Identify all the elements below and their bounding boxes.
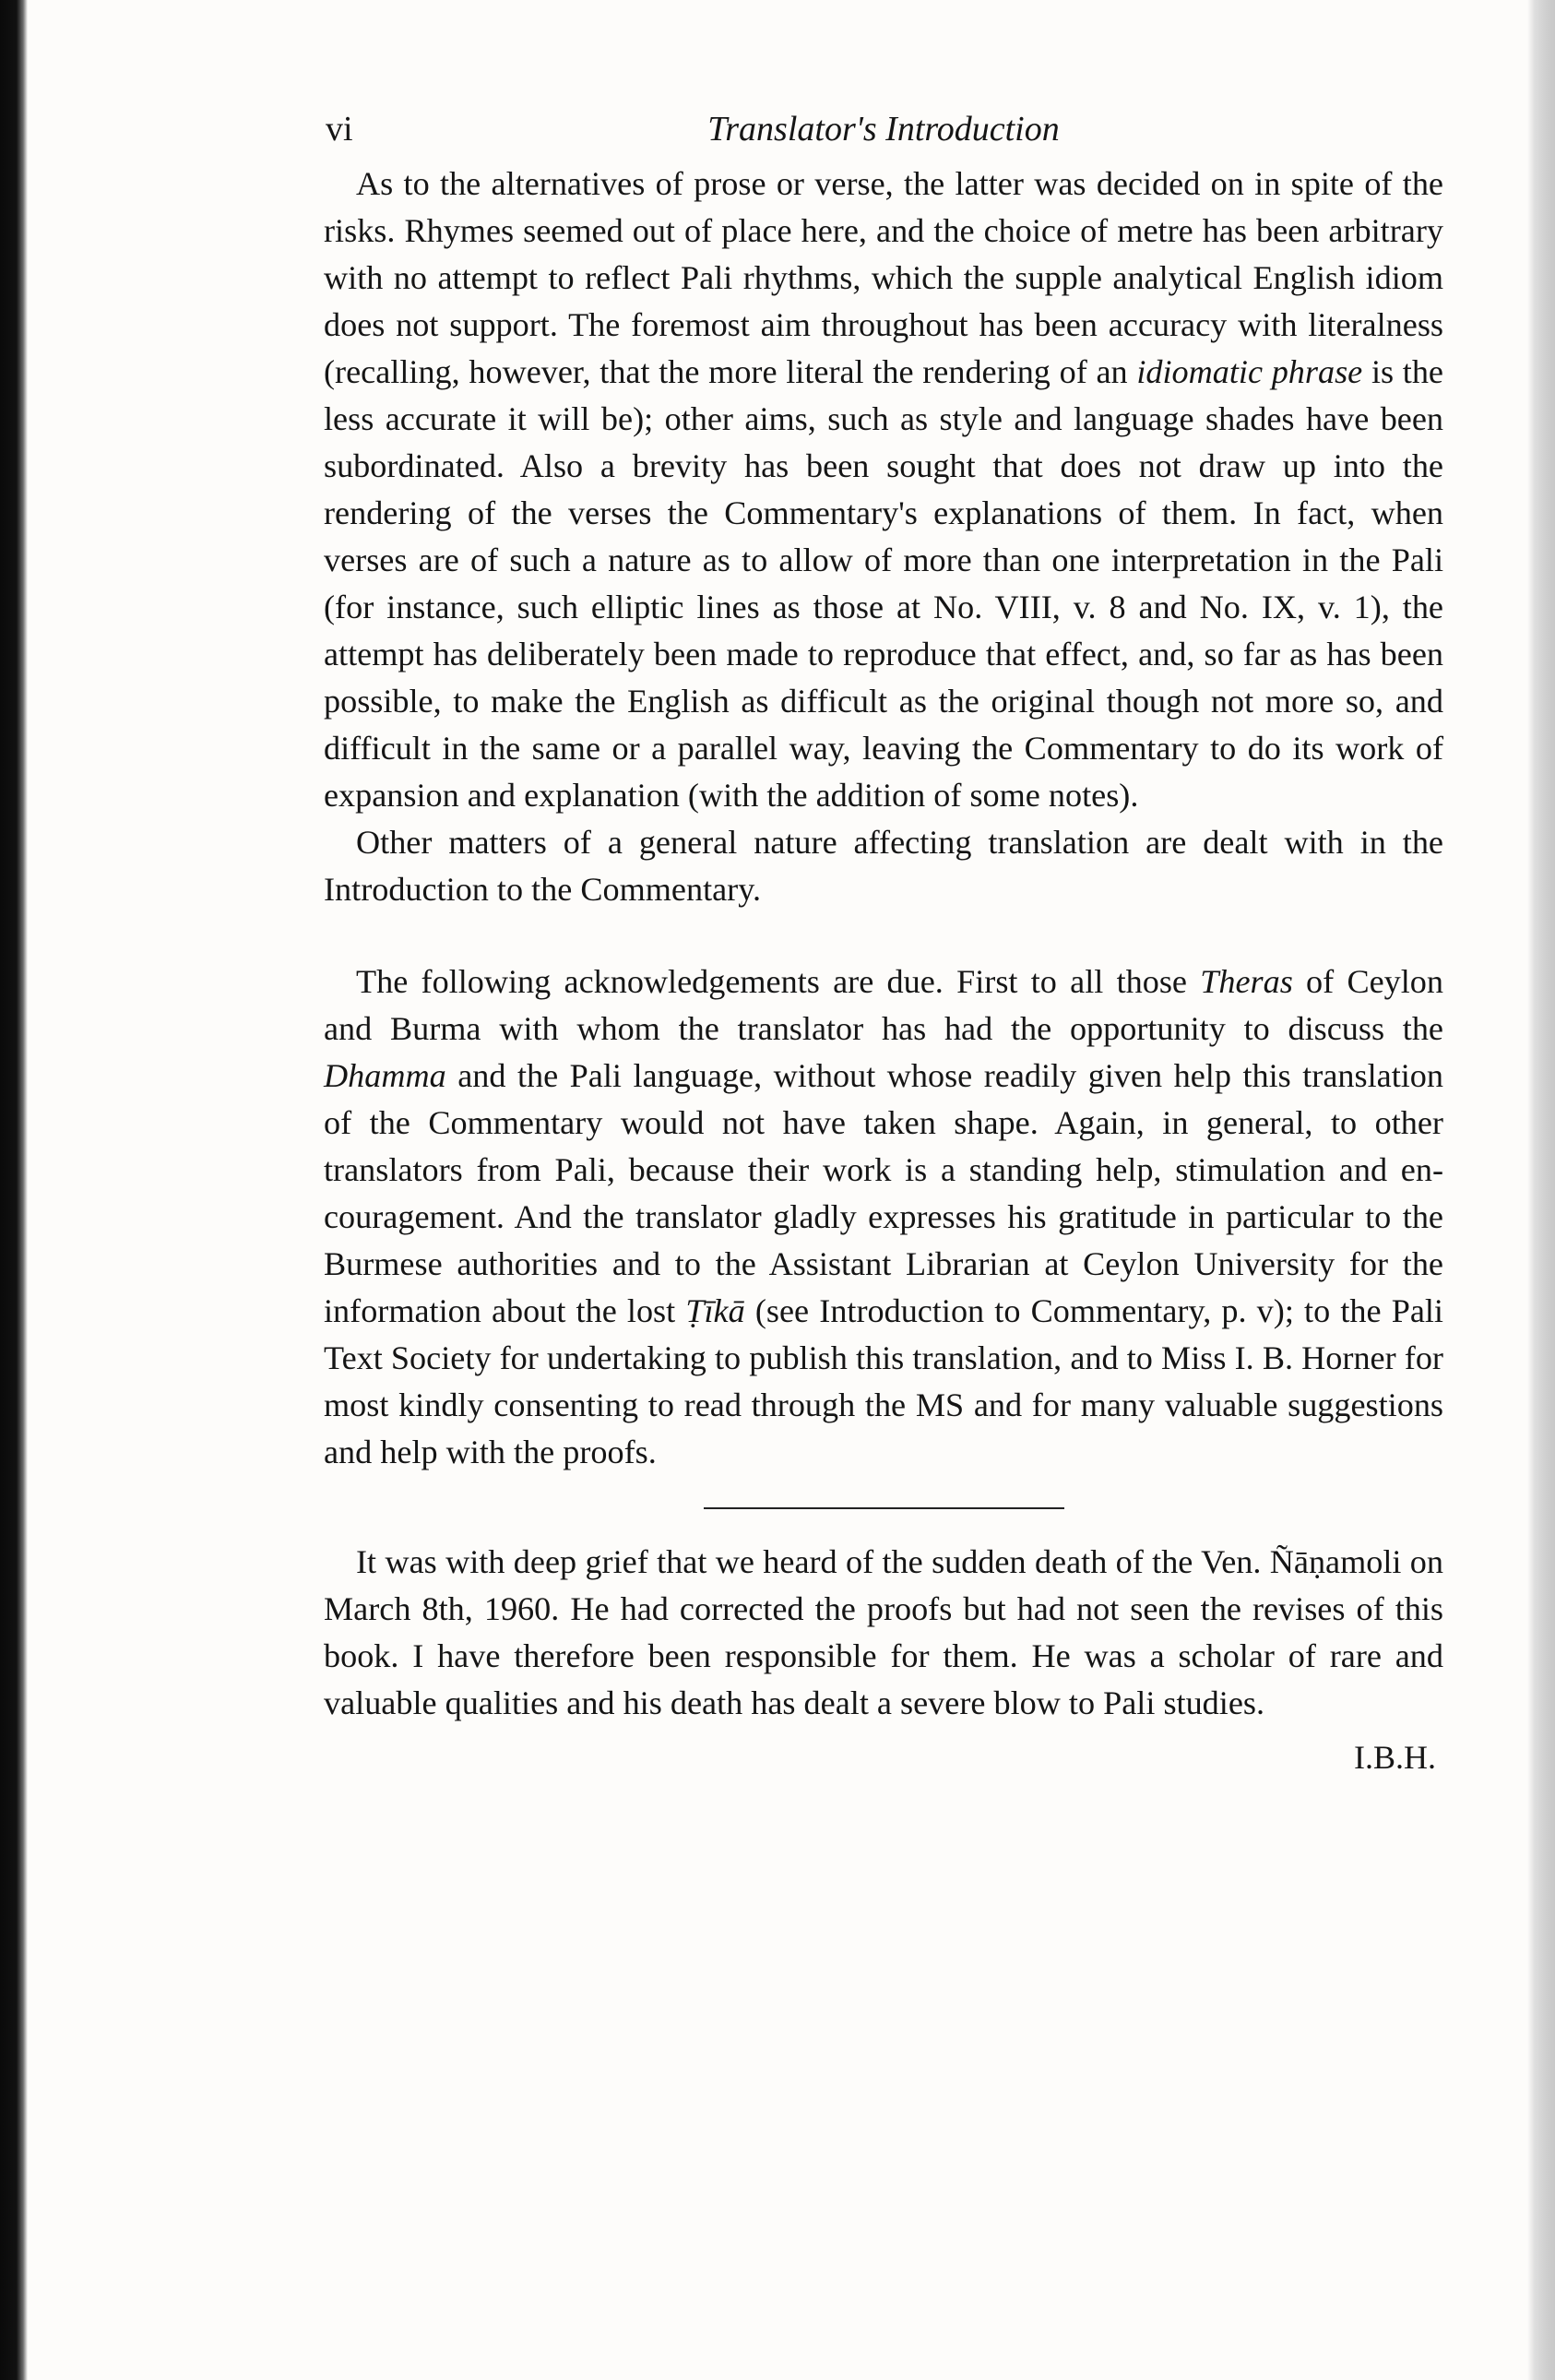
italic-phrase: idiomatic phrase — [1136, 353, 1363, 390]
paragraph-general-matters: Other matters of a general nature affecting translation are dealt with in the Introduction to the Commentary. — [324, 824, 1443, 908]
paragraph-text: (see Introduction to Commentary, p. v); to the Pali Text Society for undertaking to publish this translation, and to Miss I. B. Horner for most kindly consenting to read through the MS and for many valuable suggestions and help with the proofs. — [324, 1292, 1443, 1470]
italic-term-tika: Ṭīkā — [685, 1292, 745, 1329]
paragraph-memorial-note: It was with deep grief that we heard of the sudden death of the Ven. Ñāṇamoli on March 8th, 1960. He had corrected the proofs but had not seen the revises of this book. I have therefore been responsible for them. He was a scholar of rare and valuable qualities and his death has dealt a severe blow to Pali studies. — [324, 1543, 1443, 1721]
paragraph-text: of Ceylon and Burma with whom the translator has had the opportunity to discuss the — [324, 963, 1443, 1047]
italic-term-theras: Theras — [1200, 963, 1293, 1000]
page-edge-shadow — [1527, 0, 1555, 2380]
signature-initials: I.B.H. — [1354, 1739, 1436, 1776]
paragraph-text: As to the alternatives of prose or verse, the latter was decided on in spite of the risks. Rhymes seemed out of place here, and the choice of metre has been arbitrary with no attempt to reflect Pali rhythms, which the supple analytical English idiom does not support. The foremost aim throughout has been accuracy with literalness (recalling, however, that the more literal the rendering of an — [324, 165, 1443, 390]
page-body — [324, 109, 1443, 1781]
paragraph-verse-choice — [324, 161, 1443, 819]
section-divider — [704, 1507, 1064, 1509]
page-number: vi — [326, 110, 353, 149]
binding-edge — [0, 0, 28, 2380]
running-title: Translator's Introduction — [707, 110, 1060, 149]
paragraph-acknowledgements — [324, 958, 1443, 1476]
running-head — [324, 109, 1443, 161]
paragraph-text: The following acknowledgements are due. First to all those — [356, 963, 1201, 1000]
paragraph-text: is the less accurate it will be); other aims, such as style and language shades have been subordinated. Also a brevity has been sought that does not draw up into the rendering of the verses the Commentary's explanations of them. In fact, when verses are of such a nature as to allow of more than one interpretation in the Pali (for instance, such elliptic lines as those at No. VIII, v. 8 and No. IX, v. 1), the attempt has deliberately been made to reproduce that effect, and, so far as has been possible, to make the English as difficult as the original though not more so, and difficult in the same or a parallel way, leaving the Commentary to do its work of expansion and explanation (with the addition of some notes). — [324, 353, 1443, 814]
paragraph-text: and the Pali language, without whose readily given help this translation of the Commentary would not have taken shape. Again, in general, to other translators from Pali, because their work is a standing help, stimulation and encouragement. And the translator gladly expresses his gratitude in particular to the Burmese authorities and to the Assistant Librarian at Ceylon University for the information about the lost — [324, 1057, 1443, 1329]
italic-term-dhamma: Dhamma — [324, 1057, 446, 1094]
